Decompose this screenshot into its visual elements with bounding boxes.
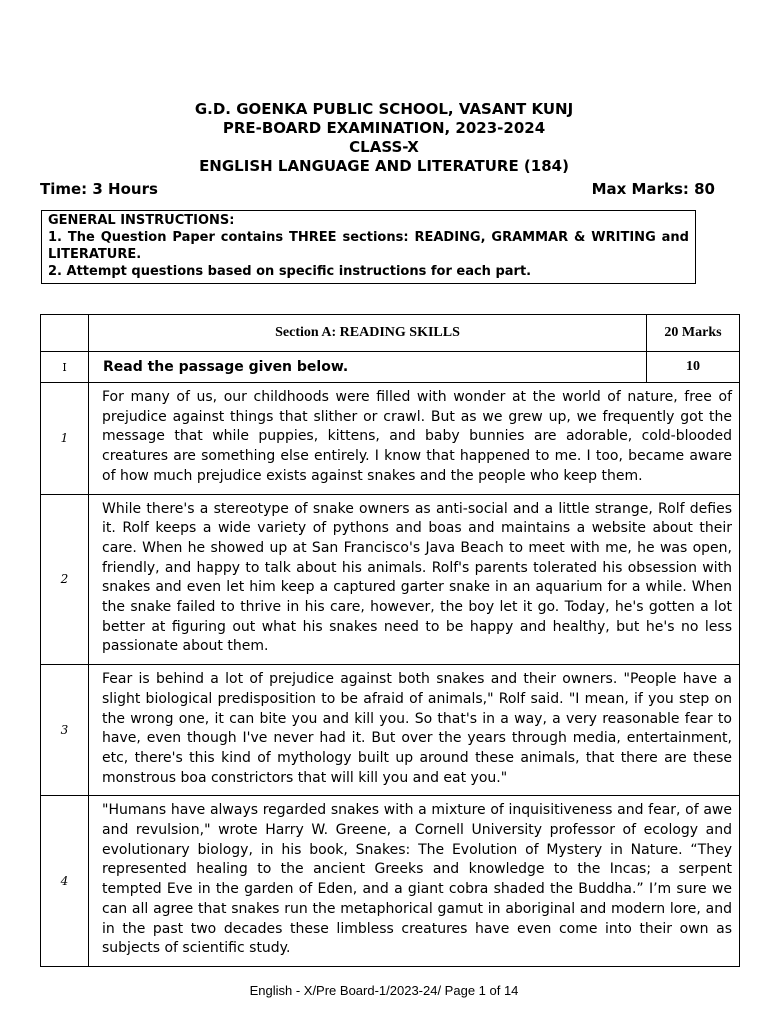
passage-row: [41, 665, 740, 796]
max-marks-label: Max Marks: 80: [591, 180, 715, 198]
instruction-item: 1. The Question Paper contains THREE sections: READING, GRAMMAR & WRITING and LITERATURE.: [48, 230, 689, 262]
paragraph-number: 4: [41, 796, 89, 967]
paragraph-number: 1: [41, 383, 89, 495]
time-label: Time: 3 Hours: [40, 180, 158, 198]
paragraph-number: 3: [41, 665, 89, 796]
section-header-row: [41, 315, 740, 352]
passage-row: [41, 796, 740, 967]
section-number-cell: [41, 315, 89, 352]
general-instructions-box: [41, 210, 696, 284]
exam-title: PRE-BOARD EXAMINATION, 2023-2024: [222, 119, 546, 137]
instructions-heading: GENERAL INSTRUCTIONS:: [48, 213, 235, 228]
class-label: CLASS-X: [349, 138, 419, 156]
section-title: Section A: READING SKILLS: [89, 315, 647, 352]
question-table: [40, 314, 740, 967]
paragraph-text: For many of us, our childhoods were filled with wonder at the world of nature, free of prejudice against things that slither or crawl. But as we grew up, we frequently got the message that while puppies, kittens, and baby bunnies are adorable, cold-blooded creatures are something else entirely. I know that happened to me. I too, became aware of how much prejudice exists against snakes and the people who keep them.: [89, 383, 740, 495]
passage-row: [41, 494, 740, 665]
question-marks: 10: [647, 352, 740, 383]
question-row: [41, 352, 740, 383]
paragraph-number: 2: [41, 494, 89, 665]
paper-header: [0, 100, 768, 176]
section-marks: 20 Marks: [647, 315, 740, 352]
question-number: I: [41, 352, 89, 383]
passage-row: [41, 383, 740, 495]
subject-title: ENGLISH LANGUAGE AND LITERATURE (184): [199, 157, 569, 175]
page-footer: English - X/Pre Board-1/2023-24/ Page 1 of 14: [249, 983, 519, 998]
paragraph-text: While there's a stereotype of snake owners as anti-social and a little strange, Rolf defies it. Rolf keeps a wide variety of pythons and boas and maintains a website about their care. When he showed up at San Francisco's Java Beach to meet with me, he was open, friendly, and happy to talk about his animals. Rolf's parents tolerated his obsession with snakes and even let him keep a captured garter snake in an aquarium for a while. When the snake failed to thrive in his care, however, the boy let it go. Today, he's gotten a lot better at figuring out what his snakes need to be happy and healthy, but he's no less passionate about them.: [89, 494, 740, 665]
school-name: G.D. GOENKA PUBLIC SCHOOL, VASANT KUNJ: [194, 100, 574, 118]
paragraph-text: "Humans have always regarded snakes with a mixture of inquisitiveness and fear, of awe and revulsion," wrote Harry W. Greene, a Cornell University professor of ecology and evolutionary biology, in his book, Snakes: The Evolution of Mystery in Nature. “They represented healing to the ancient Greeks and knowledge to the Incas; a serpent tempted Eve in the garden of Eden, and a giant cobra shaded the Buddha.” I’m sure we can all agree that snakes run the metaphorical gamut in aboriginal and modern lore, and in the past two decades these limbless creatures have even come into their own as subjects of scientific study.: [89, 796, 740, 967]
time-marks-row: [40, 180, 715, 198]
instruction-item: 2. Attempt questions based on specific instructions for each part.: [48, 264, 532, 279]
paragraph-text: Fear is behind a lot of prejudice against both snakes and their owners. "People have a slight biological predisposition to be afraid of animals," Rolf said. "I mean, if you step on the wrong one, it can bite you and kill you. So that's in a way, a very reasonable fear to have, even though I've never had it. But over the years through media, entertainment, etc, there's this kind of mythology built up around these animals, that there are these monstrous boa constrictors that will kill you and eat you.": [89, 665, 740, 796]
question-text: Read the passage given below.: [89, 352, 647, 383]
